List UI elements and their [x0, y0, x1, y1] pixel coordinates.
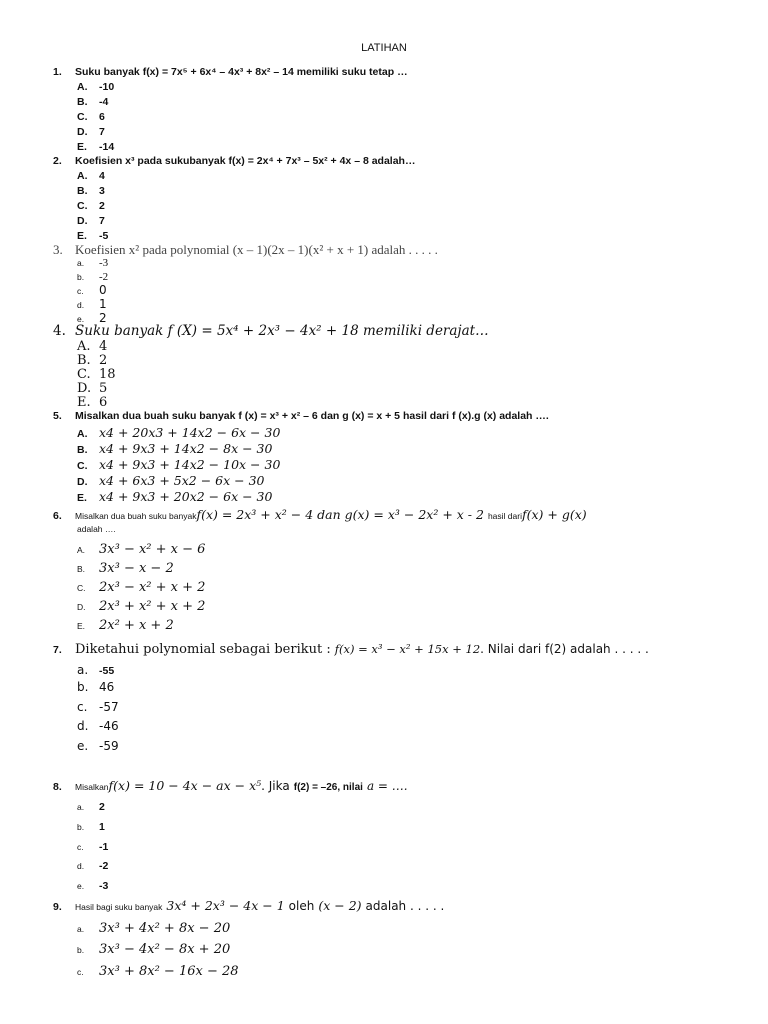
option-5d[interactable]: D. x4 + 6x3 + 5x2 − 6x − 30: [77, 473, 265, 488]
option-7c[interactable]: c. -57: [77, 700, 119, 714]
option-9a[interactable]: a. 3x³ + 4x² + 8x − 20: [77, 921, 231, 936]
option-1b[interactable]: B. -4: [77, 96, 109, 108]
option-4a[interactable]: A. 4: [77, 339, 108, 354]
option-6a[interactable]: A. 3x³ − x² + x − 6: [77, 542, 206, 557]
question-number: 3.: [53, 242, 63, 257]
option-6c[interactable]: C. 2x³ − x² + x + 2: [77, 580, 206, 595]
option-2a[interactable]: A. 4: [77, 170, 105, 182]
question-number: 6.: [53, 510, 62, 522]
option-2b[interactable]: B. 3: [77, 185, 105, 197]
option-6b[interactable]: B. 3x³ − x − 2: [77, 561, 174, 576]
question-9: 9. Hasil bagi suku banyak 3x⁴ + 2x³ − 4x − 1 oleh (x − 2) adalah . . . . .: [53, 898, 445, 913]
option-2e[interactable]: E. -5: [77, 230, 109, 242]
question-text: Koefisien x³ pada sukubanyak f(x) = 2x⁴ + 7x³ – 5x² + 4x – 8 adalah…: [75, 155, 416, 167]
option-3e[interactable]: e. 2: [77, 311, 107, 325]
option-1d[interactable]: D. 7: [77, 126, 105, 138]
option-8d[interactable]: d. -2: [77, 860, 109, 872]
option-4b[interactable]: B. 2: [77, 353, 108, 368]
question-number: 5.: [53, 410, 62, 422]
option-1a[interactable]: A. -10: [77, 81, 115, 93]
option-8c[interactable]: c. -1: [77, 841, 109, 853]
option-2d[interactable]: D. 7: [77, 215, 105, 227]
question-text: Misalkan dua buah suku banyak f (x) = x³ + x² – 6 dan g (x) = x + 5 hasil dari f (x).g (x) adalah ….: [75, 410, 549, 422]
option-8a[interactable]: a. 2: [77, 801, 105, 813]
option-1e[interactable]: E. -14: [77, 141, 115, 153]
option-7a[interactable]: a. -55: [77, 663, 115, 677]
question-1: [53, 66, 408, 78]
option-7e[interactable]: e. -59: [77, 739, 119, 753]
question-text: Suku banyak f(x) = 7x⁵ + 6x⁴ – 4x³ + 8x² – 14 memiliki suku tetap …: [75, 66, 408, 78]
question-3: [53, 242, 438, 258]
question-number: 7.: [53, 644, 62, 656]
option-4e[interactable]: E. 6: [77, 395, 108, 410]
option-8b[interactable]: b. 1: [77, 821, 105, 833]
question-number: 1.: [53, 66, 62, 78]
option-9c[interactable]: c. 3x³ + 8x² − 16x − 28: [77, 964, 239, 979]
question-8: 8. Misalkanf(x) = 10 − 4x − ax − x⁵. Jika f(2) = –26, nilai a = ….: [53, 778, 408, 793]
option-3d[interactable]: d. 1: [77, 297, 107, 311]
question-4: [53, 323, 489, 339]
option-6d[interactable]: D. 2x³ + x² + x + 2: [77, 599, 206, 614]
question-number: 8.: [53, 781, 62, 793]
question-text: Koefisien x² pada polynomial (x – 1)(2x – 1)(x² + x + 1) adalah . . . . .: [75, 242, 438, 257]
option-2c[interactable]: C. 2: [77, 200, 105, 212]
option-3b[interactable]: b. -2: [77, 271, 109, 283]
option-3c[interactable]: c. 0: [77, 283, 107, 297]
question-6-continued: adalah ….: [77, 524, 116, 534]
option-5b[interactable]: B. x4 + 9x3 + 14x2 − 8x − 30: [77, 441, 273, 456]
option-3a[interactable]: a. -3: [77, 257, 109, 269]
question-number: 2.: [53, 155, 62, 167]
question-number: 4.: [53, 323, 66, 339]
question-5: [53, 410, 549, 422]
question-7: 7. Diketahui polynomial sebagai berikut : f(x) = x³ − x² + 15x + 12. Nilai dari f(2) adalah . . . . .: [53, 642, 649, 657]
option-5e[interactable]: E. x4 + 9x3 + 20x2 − 6x − 30: [77, 489, 273, 504]
option-1c[interactable]: C. 6: [77, 111, 105, 123]
question-number: 9.: [53, 901, 62, 913]
question-6: 6. Misalkan dua buah suku banyakf(x) = 2x³ + x² − 4 dan g(x) = x³ − 2x² + x - 2 hasil darif(x) + g(x): [53, 507, 587, 522]
option-7b[interactable]: b. 46: [77, 680, 115, 694]
option-5a[interactable]: A. x4 + 20x3 + 14x2 − 6x − 30: [77, 425, 281, 440]
option-6e[interactable]: E. 2x² + x + 2: [77, 618, 174, 633]
option-9b[interactable]: b. 3x³ − 4x² − 8x + 20: [77, 942, 231, 957]
question-2: [53, 155, 415, 167]
question-text: Suku banyak f (X) = 5x⁴ + 2x³ − 4x² + 18 memiliki derajat…: [75, 323, 489, 339]
option-4d[interactable]: D. 5: [77, 381, 108, 396]
option-4c[interactable]: C. 18: [77, 367, 116, 382]
option-5c[interactable]: C. x4 + 9x3 + 14x2 − 10x − 30: [77, 457, 281, 472]
option-7d[interactable]: d. -46: [77, 719, 119, 733]
option-8e[interactable]: e. -3: [77, 880, 109, 892]
page-title: LATIHAN: [361, 42, 407, 54]
